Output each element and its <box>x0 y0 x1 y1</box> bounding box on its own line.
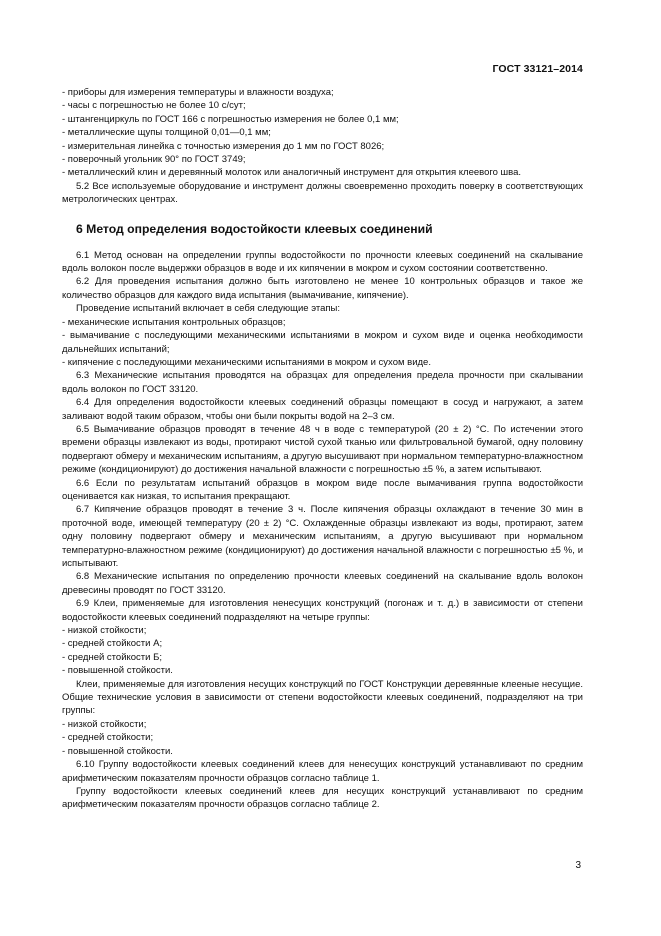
paragraph-final: Группу водостойкости клеевых соединений клеев для несущих конструкций устанавливают по средним арифметическим показателям прочности образцов согласно таблице 2. <box>62 785 583 811</box>
list-item: - металлический клин и деревянный молоток или аналогичный инструмент для открытия клеевого шва. <box>62 167 522 179</box>
list-item: - приборы для измерения температуры и влажности воздуха; <box>62 87 334 98</box>
paragraph-5-2: 5.2 Все используемые оборудование и инструмент должны своевременно проходить поверку в соответствующих метрологических центрах. <box>62 180 583 206</box>
page-number: 3 <box>575 860 581 871</box>
paragraph-6-5: 6.5 Вымачивание образцов проводят в течение 48 ч в воде с температурой (20 ± 2) °С. По истечении этого времени образцы извлекают из воды, протирают чистой сухой тканью или фильтровальной бумагой, одну половину подвергают обмеру и механическим испытаниям, а другую высушивают при нормальном температурно-влажностном режиме (кондиционируют) до достижения начальной влажности с погрешностью ±5 %, а затем испытывают. <box>62 423 583 476</box>
document-body <box>62 86 583 812</box>
paragraph-load-bearing: Клеи, применяемые для изготовления несущих конструкций по ГОСТ Конструкции деревянные клееные несущие. Общие технические условия в зависимости от степени водостойкости клеевых соединений, подразделяют на три группы: <box>62 678 583 717</box>
list-item: - штангенциркуль по ГОСТ 166 с погрешностью измерения не более 0,1 мм; <box>62 113 399 125</box>
list-item: - кипячение с последующими механическими испытаниями в мокром и сухом виде. <box>62 356 431 368</box>
paragraph-6-9: 6.9 Клеи, применяемые для изготовления ненесущих конструкций (погонаж и т. д.) в зависимости от степени водостойкости клеевых соединений подразделяют на четыре группы: <box>62 598 583 623</box>
list-item: - средней стойкости Б; <box>62 651 162 663</box>
section-title: 6 Метод определения водостойкости клеевых соединений <box>76 221 433 236</box>
paragraph-6-7: 6.7 Кипячение образцов проводят в течение 3 ч. После кипячения образцы охлаждают в течение 30 мин в проточной воде, имеющей температуру (20 ± 2) °С. Охлажденные образцы извлекают из воды, протирают, затем одну половину подвергают обмеру и механическим испытаниям, а другую высушивают при нормальном температурно-влажностном режиме (кондиционируют) до достижения начальной влажности с погрешностью ±5 %, и испытывают. <box>62 504 583 569</box>
list-item: - средней стойкости А; <box>62 638 163 650</box>
paragraph-6-10: 6.10 Группу водостойкости клеевых соединений клеев для ненесущих конструкций устанавливают по средним арифметическим показателям прочности образцов согласно таблице 1. <box>62 759 583 784</box>
list-item: - металлические щупы толщиной 0,01—0,1 мм; <box>62 127 271 139</box>
paragraph-6-4: 6.4 Для определения водостойкости клеевых соединений образцы помещают в сосуд и нагружают, а затем заливают водой таким образом, чтобы они были покрыты водой на 2–3 см. <box>62 397 583 422</box>
list-item: - вымачивание с последующими механическими испытаниями в мокром и сухом виде и оценка необходимости дальнейших испытаний; <box>62 330 583 355</box>
list-item: - повышенной стойкости. <box>62 665 173 677</box>
list-item: - низкой стойкости; <box>62 625 147 637</box>
paragraph-6-1: 6.1 Метод основан на определении группы водостойкости по прочности клеевых соединений на скалывание вдоль волокон после выдержки образцов в воде и их кипячении в мокром и сухом состоянии соответственно. <box>62 249 583 275</box>
paragraph-6-2: 6.2 Для проведения испытания должно быть изготовлено не менее 10 контрольных образцов и такое же количество образцов для каждого вида испытания (вымачивание, кипячение). <box>62 276 583 301</box>
paragraph-6-6: 6.6 Если по результатам испытаний образцов в мокром виде после вымачивания группа водостойкости оценивается как низкая, то испытания прекращают. <box>62 477 583 502</box>
paragraph-stages-intro: Проведение испытаний включает в себя следующие этапы: <box>76 303 340 315</box>
paragraph-6-3: 6.3 Механические испытания проводятся на образцах для определения предела прочности при скалывании вдоль волокон по ГОСТ 33120. <box>62 370 583 395</box>
paragraph-6-8: 6.8 Механические испытания по определению прочности клеевых соединений на скалывание вдоль волокон древесины проводят по ГОСТ 33120. <box>62 571 583 596</box>
list-item: - поверочный угольник 90° по ГОСТ 3749; <box>62 154 246 166</box>
list-item: - механические испытания контрольных образцов; <box>62 316 286 328</box>
page-header-standard: ГОСТ 33121–2014 <box>492 63 583 75</box>
list-item: - низкой стойкости; <box>62 718 147 730</box>
list-item: - средней стойкости; <box>62 732 154 744</box>
list-item: - измерительная линейка с точностью измерения до 1 мм по ГОСТ 8026; <box>62 140 385 152</box>
list-item: - повышенной стойкости. <box>62 745 173 757</box>
list-item: - часы с погрешностью не более 10 с/сут; <box>62 100 246 112</box>
